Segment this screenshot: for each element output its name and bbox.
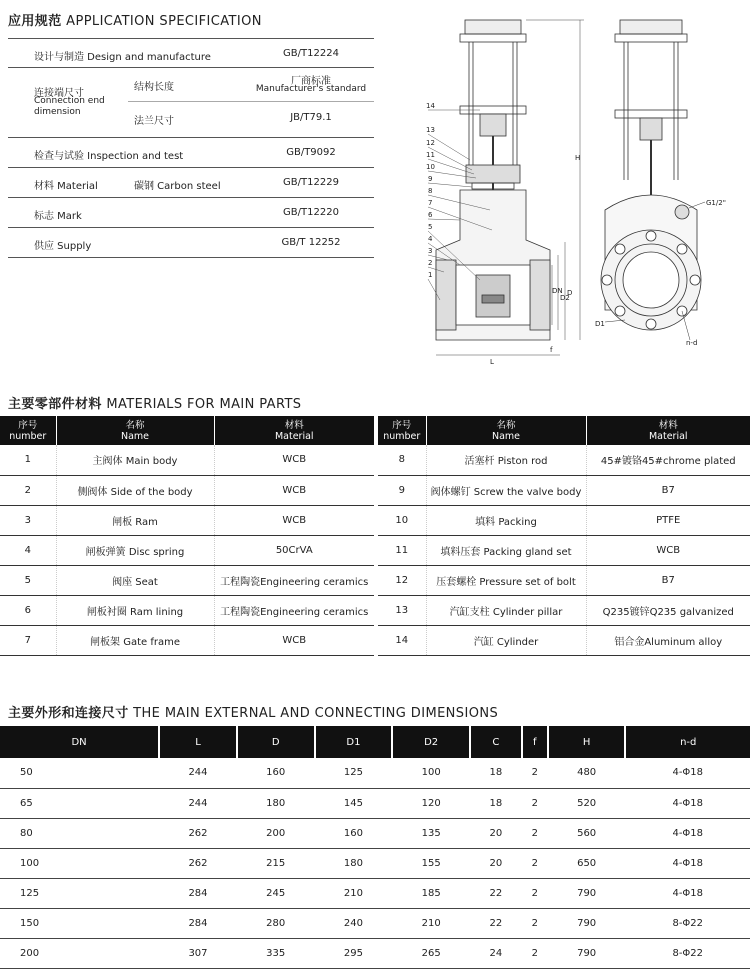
cell-d1: 180 xyxy=(315,848,393,878)
spec-row xyxy=(8,228,374,258)
cell-dn: 150 xyxy=(0,908,159,938)
part-material: WCB xyxy=(214,475,374,505)
materials-table-left xyxy=(0,416,374,656)
header-material: 材料 Material xyxy=(214,416,374,445)
part-name: 阀体螺钉 Screw the valve body xyxy=(426,475,586,505)
part-number: 11 xyxy=(378,535,426,565)
cell-h: 790 xyxy=(548,938,626,968)
cell-h: 480 xyxy=(548,758,626,788)
cell-h: 650 xyxy=(548,848,626,878)
part-number: 6 xyxy=(0,595,56,625)
dim-label-f: f xyxy=(550,346,553,354)
part-name: 闸板架 Gate frame xyxy=(56,625,214,655)
table-row xyxy=(0,938,750,968)
table-row xyxy=(0,595,374,625)
cell-c: 22 xyxy=(470,878,522,908)
cell-c: 20 xyxy=(470,818,522,848)
cell-l: 284 xyxy=(159,908,237,938)
spec-label-en: dimension xyxy=(34,107,81,117)
spec-value: JB/T79.1 xyxy=(290,112,332,123)
part-material: 50CrVA xyxy=(214,535,374,565)
cell-d2: 265 xyxy=(392,938,470,968)
header-f: f xyxy=(522,726,548,758)
cell-d2: 155 xyxy=(392,848,470,878)
table-row xyxy=(378,475,750,505)
cell-c: 18 xyxy=(470,758,522,788)
spec-row xyxy=(8,198,374,228)
spec-value-en: Manufacturer's standard xyxy=(255,84,367,94)
callout-7: 7 xyxy=(428,199,433,207)
cell-h: 520 xyxy=(548,788,626,818)
cell-d1: 295 xyxy=(315,938,393,968)
table-row xyxy=(0,505,374,535)
cell-l: 284 xyxy=(159,878,237,908)
callout-13: 13 xyxy=(426,126,435,134)
header-material: 材料 Material xyxy=(586,416,750,445)
table-row xyxy=(0,625,374,655)
callout-11: 11 xyxy=(426,151,435,159)
table-header-row xyxy=(0,416,374,445)
spec-label: 标志 Mark xyxy=(34,211,82,222)
header-dn: DN xyxy=(0,726,159,758)
cell-l: 307 xyxy=(159,938,237,968)
part-material: WCB xyxy=(214,625,374,655)
part-name: 汽缸支柱 Cylinder pillar xyxy=(426,595,586,625)
part-name: 闸板弹簧 Disc spring xyxy=(56,535,214,565)
materials-title-cn: 主要零部件材料 xyxy=(8,397,102,412)
dimensions-table-body xyxy=(0,758,750,968)
part-material: WCB xyxy=(586,535,750,565)
part-number: 13 xyxy=(378,595,426,625)
spec-label: 设计与制造 Design and manufacture xyxy=(34,52,211,63)
part-number: 14 xyxy=(378,625,426,655)
part-number: 9 xyxy=(378,475,426,505)
part-material: PTFE xyxy=(586,505,750,535)
cell-c: 24 xyxy=(470,938,522,968)
spec-value: GB/T12220 xyxy=(283,207,339,218)
table-header-row xyxy=(378,416,750,445)
callout-12: 12 xyxy=(426,139,435,147)
cell-d: 335 xyxy=(237,938,315,968)
part-number: 12 xyxy=(378,565,426,595)
cell-d2: 185 xyxy=(392,878,470,908)
table-row xyxy=(0,788,750,818)
spec-label-en: Connection end xyxy=(34,96,105,106)
callout-8: 8 xyxy=(428,187,433,195)
table-header-row xyxy=(0,726,750,758)
cell-d2: 210 xyxy=(392,908,470,938)
part-number: 1 xyxy=(0,445,56,475)
cell-d1: 160 xyxy=(315,818,393,848)
cell-f: 2 xyxy=(522,878,548,908)
cell-f: 2 xyxy=(522,788,548,818)
spec-label: 材料 Material xyxy=(34,181,98,192)
spec-title-cn: 应用规范 xyxy=(8,14,62,29)
front-view xyxy=(595,20,726,347)
table-row xyxy=(0,445,374,475)
header-nd: n-d xyxy=(625,726,750,758)
spec-value: GB/T 12252 xyxy=(281,237,341,248)
callout-2: 2 xyxy=(428,259,433,267)
spec-label: 连接端尺寸 xyxy=(34,88,84,99)
cell-dn: 125 xyxy=(0,878,159,908)
cell-f: 2 xyxy=(522,938,548,968)
table-row xyxy=(378,625,750,655)
cell-dn: 50 xyxy=(0,758,159,788)
spec-value: GB/T12224 xyxy=(283,48,339,59)
table-row xyxy=(0,818,750,848)
part-number: 2 xyxy=(0,475,56,505)
materials-title-en: MATERIALS FOR MAIN PARTS xyxy=(106,397,302,412)
table-row xyxy=(0,758,750,788)
cell-d: 160 xyxy=(237,758,315,788)
spec-row xyxy=(8,168,374,198)
cell-l: 244 xyxy=(159,758,237,788)
spec-value: GB/T12229 xyxy=(283,177,339,188)
table-row xyxy=(0,535,374,565)
dim-label-H: H xyxy=(575,154,581,162)
cell-nd: 4-Φ18 xyxy=(625,758,750,788)
header-d: D xyxy=(237,726,315,758)
valve-technical-drawing xyxy=(400,10,745,365)
table-row xyxy=(378,445,750,475)
dimensions-title-en: THE MAIN EXTERNAL AND CONNECTING DIMENSIONS xyxy=(133,706,499,721)
table-row xyxy=(0,475,374,505)
cell-c: 20 xyxy=(470,848,522,878)
table-row xyxy=(378,595,750,625)
cell-d: 200 xyxy=(237,818,315,848)
callout-1: 1 xyxy=(428,271,433,279)
cell-d: 180 xyxy=(237,788,315,818)
cell-f: 2 xyxy=(522,758,548,788)
part-name: 侧阀体 Side of the body xyxy=(56,475,214,505)
cell-d2: 100 xyxy=(392,758,470,788)
cell-f: 2 xyxy=(522,818,548,848)
part-number: 7 xyxy=(0,625,56,655)
dimensions-title-cn: 主要外形和连接尺寸 xyxy=(8,706,129,721)
table-row xyxy=(0,848,750,878)
materials-table-right xyxy=(378,416,750,656)
header-name: 名称 Name xyxy=(56,416,214,445)
part-number: 5 xyxy=(0,565,56,595)
part-material: 铝合金Aluminum alloy xyxy=(586,625,750,655)
side-view xyxy=(426,20,584,365)
part-material: B7 xyxy=(586,565,750,595)
table-row xyxy=(0,908,750,938)
cell-d1: 125 xyxy=(315,758,393,788)
callout-6: 6 xyxy=(428,211,433,219)
header-c: C xyxy=(470,726,522,758)
part-name: 闸板 Ram xyxy=(56,505,214,535)
spec-label: 供应 Supply xyxy=(34,241,92,252)
part-number: 10 xyxy=(378,505,426,535)
dimensions-table xyxy=(0,726,750,969)
spec-label: 检查与试验 Inspection and test xyxy=(34,151,184,162)
part-number: 3 xyxy=(0,505,56,535)
cell-f: 2 xyxy=(522,848,548,878)
cell-dn: 200 xyxy=(0,938,159,968)
header-number: 序号 number xyxy=(0,416,56,445)
cell-nd: 4-Φ18 xyxy=(625,878,750,908)
cell-d1: 240 xyxy=(315,908,393,938)
part-material: WCB xyxy=(214,445,374,475)
dimensions-section-title xyxy=(8,702,498,721)
header-l: L xyxy=(159,726,237,758)
header-h: H xyxy=(548,726,626,758)
cell-nd: 8-Φ22 xyxy=(625,938,750,968)
spec-value: GB/T9092 xyxy=(286,147,336,158)
part-material: 工程陶瓷Engineering ceramics xyxy=(214,565,374,595)
part-material: B7 xyxy=(586,475,750,505)
cell-d2: 120 xyxy=(392,788,470,818)
part-name: 压套螺栓 Pressure set of bolt xyxy=(426,565,586,595)
cell-h: 790 xyxy=(548,908,626,938)
spec-row xyxy=(8,138,374,168)
cell-d: 280 xyxy=(237,908,315,938)
part-name: 填料 Packing xyxy=(426,505,586,535)
cell-l: 262 xyxy=(159,818,237,848)
part-name: 填料压套 Packing gland set xyxy=(426,535,586,565)
part-material: 工程陶瓷Engineering ceramics xyxy=(214,595,374,625)
dim-label-D1: D1 xyxy=(595,320,605,328)
callout-9: 9 xyxy=(428,175,433,183)
spec-value: 厂商标准 xyxy=(291,76,331,87)
header-d1: D1 xyxy=(315,726,393,758)
cell-dn: 80 xyxy=(0,818,159,848)
part-name: 活塞杆 Piston rod xyxy=(426,445,586,475)
part-name: 阀座 Seat xyxy=(56,565,214,595)
cell-l: 262 xyxy=(159,848,237,878)
part-name: 闸板衬圈 Ram lining xyxy=(56,595,214,625)
callout-5: 5 xyxy=(428,223,433,231)
cell-dn: 100 xyxy=(0,848,159,878)
cell-nd: 8-Φ22 xyxy=(625,908,750,938)
spec-sublabel: 碳钢 Carbon steel xyxy=(134,181,221,192)
cell-d: 245 xyxy=(237,878,315,908)
cell-d1: 210 xyxy=(315,878,393,908)
part-name: 汽缸 Cylinder xyxy=(426,625,586,655)
table-row xyxy=(378,505,750,535)
cell-nd: 4-Φ18 xyxy=(625,848,750,878)
table-row xyxy=(0,565,374,595)
part-material: WCB xyxy=(214,505,374,535)
table-row xyxy=(0,878,750,908)
application-spec-table xyxy=(8,38,374,258)
dim-label-D: D xyxy=(567,289,573,297)
part-material: Q235镀锌Q235 galvanized xyxy=(586,595,750,625)
callout-14: 14 xyxy=(426,102,435,110)
spec-sublabel: 结构长度 xyxy=(134,82,174,93)
dim-label-D2: D2 xyxy=(560,294,570,302)
header-d2: D2 xyxy=(392,726,470,758)
dim-label-DN: DN xyxy=(552,287,563,295)
part-number: 8 xyxy=(378,445,426,475)
dim-label-nd: n-d xyxy=(686,339,698,347)
table-row xyxy=(378,565,750,595)
spec-row xyxy=(8,68,374,138)
part-material: 45#镀铬45#chrome plated xyxy=(586,445,750,475)
cell-d: 215 xyxy=(237,848,315,878)
header-name: 名称 Name xyxy=(426,416,586,445)
cell-h: 560 xyxy=(548,818,626,848)
cell-h: 790 xyxy=(548,878,626,908)
cell-l: 244 xyxy=(159,788,237,818)
table-row xyxy=(378,535,750,565)
spec-title-en: APPLICATION SPECIFICATION xyxy=(66,14,262,29)
materials-section-title xyxy=(8,393,301,412)
spec-sublabel: 法兰尺寸 xyxy=(134,116,174,127)
header-number: 序号 number xyxy=(378,416,426,445)
callout-3: 3 xyxy=(428,247,433,255)
cell-dn: 65 xyxy=(0,788,159,818)
part-number: 4 xyxy=(0,535,56,565)
callout-10: 10 xyxy=(426,163,435,171)
spec-section-title xyxy=(8,10,262,29)
cell-nd: 4-Φ18 xyxy=(625,818,750,848)
cell-f: 2 xyxy=(522,908,548,938)
cell-c: 22 xyxy=(470,908,522,938)
dim-label-L: L xyxy=(490,358,494,365)
cell-d2: 135 xyxy=(392,818,470,848)
part-name: 主阀体 Main body xyxy=(56,445,214,475)
label-pipe-thread: G1/2" xyxy=(706,199,726,207)
cell-d1: 145 xyxy=(315,788,393,818)
callout-4: 4 xyxy=(428,235,433,243)
cell-nd: 4-Φ18 xyxy=(625,788,750,818)
spec-row xyxy=(8,38,374,68)
cell-c: 18 xyxy=(470,788,522,818)
